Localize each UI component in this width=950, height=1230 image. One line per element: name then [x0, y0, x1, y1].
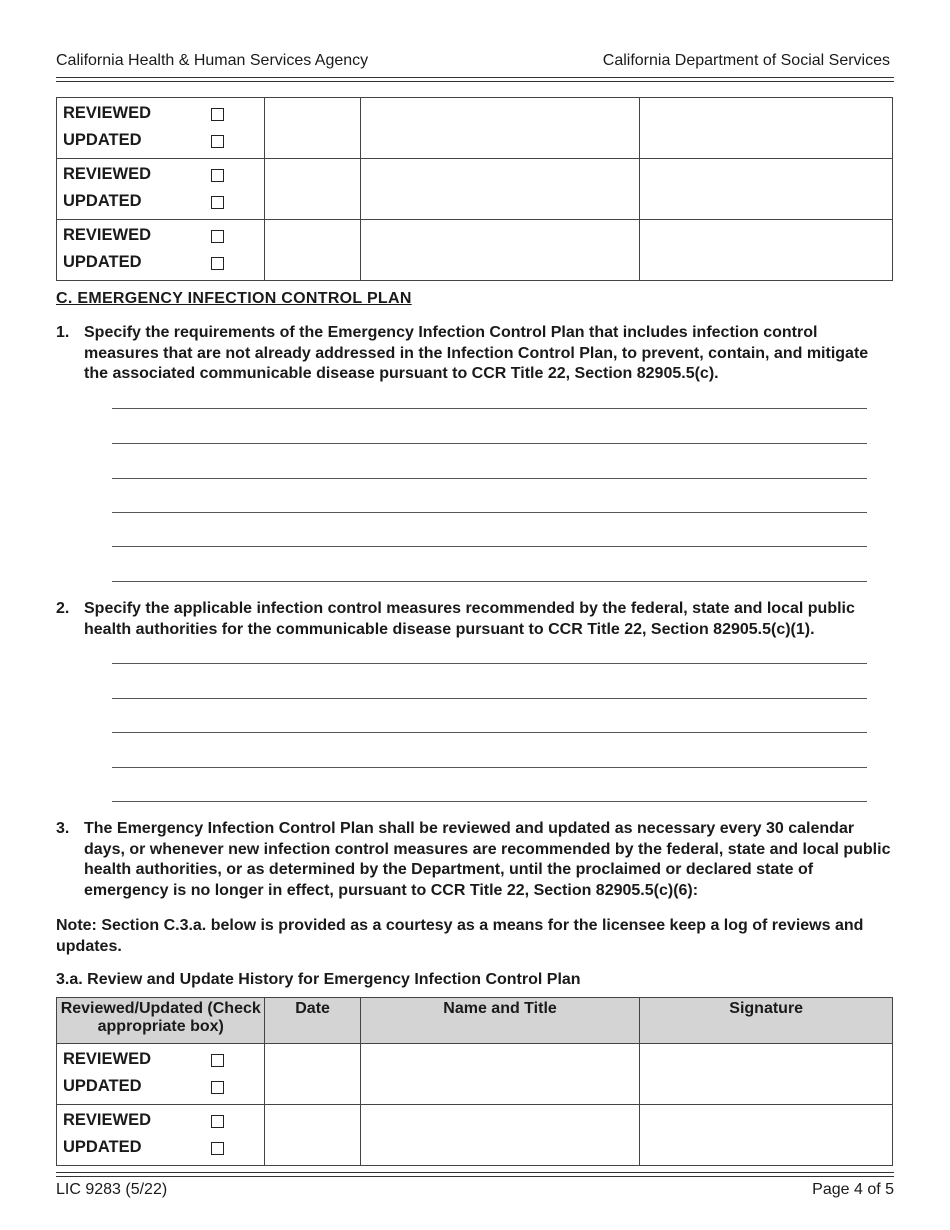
reviewed-checkbox[interactable]: [211, 169, 224, 182]
updated-label: UPDATED: [63, 192, 142, 210]
date-cell[interactable]: [265, 159, 360, 220]
header-rule-2: [56, 81, 894, 82]
table-row: [57, 159, 893, 220]
footer-rule: [56, 1172, 894, 1173]
header-rule: [56, 77, 894, 78]
agency-name: California Health & Human Services Agency: [56, 52, 369, 69]
check-cell: [57, 220, 265, 281]
top-log-table: [56, 97, 893, 281]
question-3-text: The Emergency Infection Control Plan shall be reviewed and updated as necessary every 30 calendar days, or whenever new infection control measures are recommended by the federal, state and local public health authorities, or as determined by the Department, until the proclaimed or declared state of emergency is no longer in effect, pursuant to CCR Title 22, Section 82905.5(c)(6):: [84, 820, 891, 899]
reviewed-label: REVIEWED: [63, 1111, 152, 1129]
question-1: [56, 323, 896, 385]
name-title-cell[interactable]: [360, 1105, 640, 1166]
answer-line-2[interactable]: [112, 801, 867, 802]
signature-cell[interactable]: [640, 98, 893, 159]
name-title-cell[interactable]: [360, 98, 640, 159]
col-header-name-title: Name and Title: [360, 998, 640, 1044]
history-subheading: 3.a. Review and Update History for Emergency Infection Control Plan: [56, 971, 581, 988]
check-cell: [57, 1044, 265, 1105]
name-title-cell[interactable]: [360, 220, 640, 281]
updated-checkbox[interactable]: [211, 1142, 224, 1155]
answer-line-1[interactable]: [112, 512, 867, 513]
updated-checkbox[interactable]: [211, 135, 224, 148]
col-header-reviewed-updated: Reviewed/Updated (Check appropriate box): [57, 998, 265, 1044]
table-row: [57, 1044, 893, 1105]
section-title: C. EMERGENCY INFECTION CONTROL PLAN: [56, 290, 412, 307]
question-2-text: Specify the applicable infection control measures recommended by the federal, state and local public health authorities for the communicable disease pursuant to CCR Title 22, Section 82905.5(c)(1).: [84, 600, 855, 638]
question-3-number: 3.: [56, 820, 70, 837]
name-title-cell[interactable]: [360, 1044, 640, 1105]
name-title-cell[interactable]: [360, 159, 640, 220]
department-name: California Department of Social Services: [602, 52, 890, 69]
footer-rule-2: [56, 1176, 894, 1177]
table-row: [57, 1105, 893, 1166]
question-2: [56, 599, 896, 640]
answer-line-1[interactable]: [112, 408, 867, 409]
updated-checkbox[interactable]: [211, 196, 224, 209]
answer-line-1[interactable]: [112, 581, 867, 582]
history-table: [56, 997, 893, 1166]
signature-cell[interactable]: [640, 1105, 893, 1166]
answer-line-2[interactable]: [112, 767, 867, 768]
table-row: [57, 98, 893, 159]
signature-cell[interactable]: [640, 159, 893, 220]
question-1-text: Specify the requirements of the Emergency Infection Control Plan that includes infection control measures that are not already addressed in the Infection Control Plan, to prevent, contain, and mitigate the associated communicable disease pursuant to CCR Title 22, Section 82905.5(c).: [84, 324, 869, 382]
date-cell[interactable]: [265, 220, 360, 281]
date-cell[interactable]: [265, 1105, 360, 1166]
question-1-number: 1.: [56, 324, 70, 341]
table-row: [57, 220, 893, 281]
answer-line-2[interactable]: [112, 698, 867, 699]
reviewed-checkbox[interactable]: [211, 108, 224, 121]
check-cell: [57, 98, 265, 159]
reviewed-label: REVIEWED: [63, 165, 152, 183]
reviewed-label: REVIEWED: [63, 226, 152, 244]
question-3: [56, 819, 896, 901]
check-cell: [57, 1105, 265, 1166]
answer-line-1[interactable]: [112, 478, 867, 479]
date-cell[interactable]: [265, 98, 360, 159]
page-number: Page 4 of 5: [812, 1181, 894, 1198]
updated-label: UPDATED: [63, 1077, 142, 1095]
courtesy-note: Note: Section C.3.a. below is provided as a courtesy as a means for the licensee keep a log of reviews and updates.: [56, 917, 864, 955]
signature-cell[interactable]: [640, 1044, 893, 1105]
signature-cell[interactable]: [640, 220, 893, 281]
col-header-date: Date: [265, 998, 360, 1044]
answer-line-2[interactable]: [112, 732, 867, 733]
reviewed-checkbox[interactable]: [211, 1054, 224, 1067]
col-header-signature: Signature: [640, 998, 893, 1044]
date-cell[interactable]: [265, 1044, 360, 1105]
check-cell: [57, 159, 265, 220]
reviewed-checkbox[interactable]: [211, 230, 224, 243]
table-header-row: [57, 998, 893, 1044]
form-number: LIC 9283 (5/22): [56, 1181, 168, 1198]
updated-checkbox[interactable]: [211, 257, 224, 270]
answer-line-2[interactable]: [112, 663, 867, 664]
updated-label: UPDATED: [63, 131, 142, 149]
reviewed-checkbox[interactable]: [211, 1115, 224, 1128]
updated-label: UPDATED: [63, 253, 142, 271]
answer-line-1[interactable]: [112, 546, 867, 547]
updated-label: UPDATED: [63, 1138, 142, 1156]
reviewed-label: REVIEWED: [63, 104, 152, 122]
answer-line-1[interactable]: [112, 443, 867, 444]
updated-checkbox[interactable]: [211, 1081, 224, 1094]
question-2-number: 2.: [56, 600, 70, 617]
reviewed-label: REVIEWED: [63, 1050, 152, 1068]
